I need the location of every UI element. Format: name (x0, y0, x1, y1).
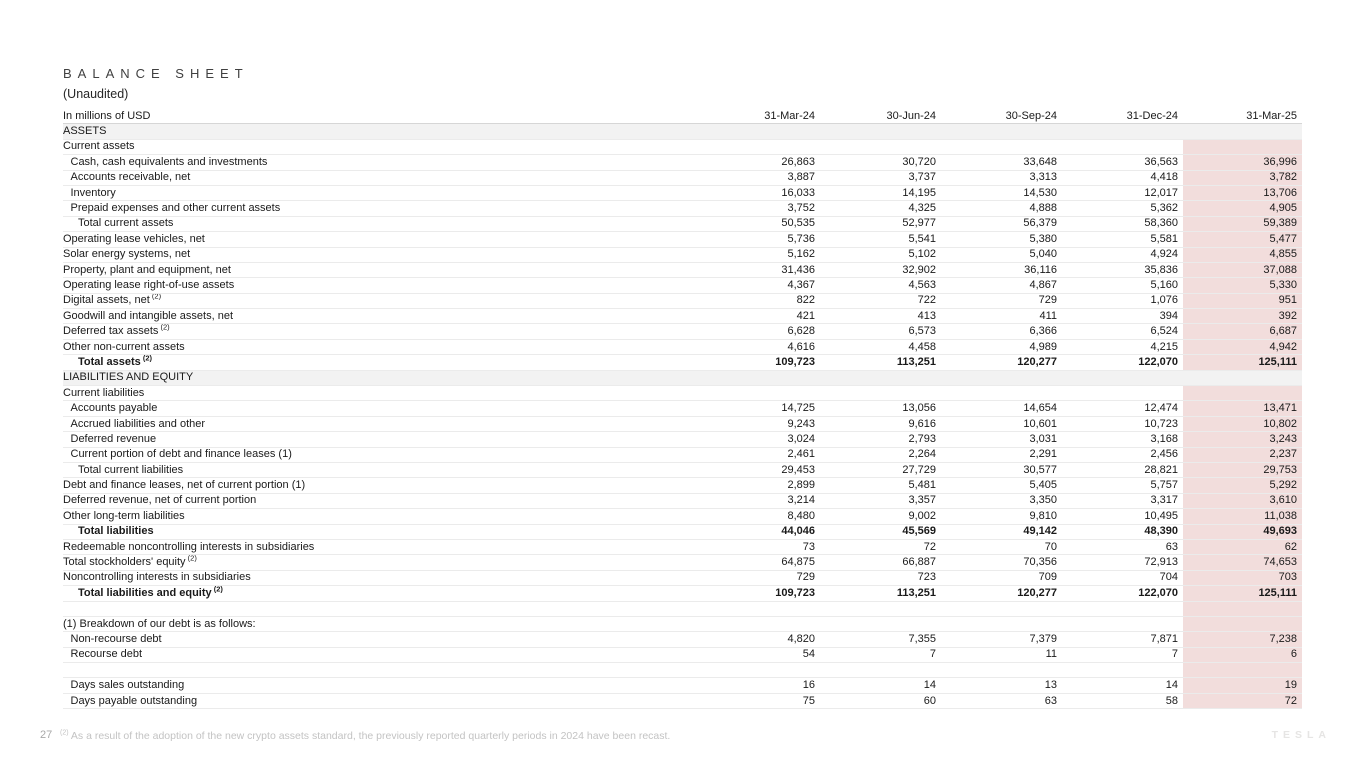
table-row (63, 493, 1302, 508)
cell-value: 32,902 (902, 263, 936, 276)
row-label: Recourse debt (70, 648, 143, 661)
row-label: Total stockholders' equity $^{(2)}$ (63, 554, 197, 569)
cell-value: 125,111 (1183, 355, 1302, 370)
cell-value: 13,056 (902, 402, 936, 415)
cell-value: 3,313 (1029, 171, 1057, 184)
cell-value: 3,243 (1183, 432, 1302, 447)
table-row (63, 386, 1302, 401)
cell-value: 64,875 (781, 556, 815, 569)
table-row (63, 524, 1302, 539)
cell-value (820, 601, 941, 616)
cell-value: 10,495 (1144, 509, 1178, 522)
cell-value: 4,855 (1183, 247, 1302, 262)
row-label: Accrued liabilities and other (70, 417, 206, 430)
cell-value: 5,477 (1183, 232, 1302, 247)
cell-value: 2,793 (908, 432, 936, 445)
cell-value: 8,480 (787, 509, 815, 522)
cell-value: 28,821 (1144, 463, 1178, 476)
cell-value: 73 (802, 540, 815, 553)
row-label: Days sales outstanding (70, 679, 185, 692)
row-label: Current liabilities (63, 386, 145, 399)
table-row (63, 678, 1302, 693)
row-label: Total liabilities (78, 525, 154, 538)
table-row (63, 462, 1302, 477)
cell-value: 5,362 (1150, 202, 1178, 215)
cell-value: 10,802 (1183, 416, 1302, 431)
cell-value: 6,573 (908, 325, 936, 338)
cell-value: 14,654 (1023, 402, 1057, 415)
table-row (63, 232, 1302, 247)
cell-value: 19 (1183, 678, 1302, 693)
cell-value: 33,648 (1023, 155, 1057, 168)
cell-value: 50,535 (781, 217, 815, 230)
cell-value: 3,317 (1150, 494, 1178, 507)
cell-value: 9,810 (1029, 509, 1057, 522)
footnote-marker: (2) (60, 729, 69, 737)
cell-value: 14,725 (781, 402, 815, 415)
row-label: Digital assets, net $^{(2)}$ (63, 293, 162, 307)
page-number: 27 (40, 729, 53, 741)
table-row (63, 447, 1302, 462)
cell-value: 9,002 (908, 509, 936, 522)
cell-value: 5,481 (908, 479, 936, 492)
cell-value: 70 (1044, 540, 1057, 553)
cell-value: 122,070 (1138, 586, 1178, 599)
table-row (63, 293, 1302, 308)
table-row (63, 339, 1302, 354)
table-row (63, 216, 1302, 231)
row-label: Operating lease right-of-use assets (63, 278, 235, 291)
row-label (63, 663, 699, 678)
table-row (63, 478, 1302, 493)
cell-value (1183, 124, 1302, 139)
cell-value: 63 (1044, 694, 1057, 707)
cell-value: 58 (1165, 694, 1178, 707)
row-label: Non-recourse debt (70, 632, 162, 645)
cell-value (1183, 370, 1302, 385)
table-row (63, 416, 1302, 431)
cell-value: 4,458 (908, 340, 936, 353)
column-header-31-Mar-24: 31-Mar-24 (764, 109, 815, 122)
row-label: Other non-current assets (63, 340, 185, 353)
table-row (63, 309, 1302, 324)
cell-value: 12,474 (1144, 402, 1178, 415)
cell-value: 413 (917, 309, 936, 322)
page-title: BALANCE SHEET (63, 66, 249, 81)
table-row (63, 616, 1302, 631)
row-label: Current portion of debt and finance leases (1) (70, 448, 292, 461)
page-subtitle: (Unaudited) (63, 87, 129, 101)
cell-value: 5,040 (1029, 248, 1057, 261)
row-label: Goodwill and intangible assets, net (63, 309, 233, 322)
cell-value: 10,723 (1144, 417, 1178, 430)
cell-value: 120,277 (1017, 586, 1057, 599)
cell-value: 3,031 (1029, 432, 1057, 445)
cell-value: 421 (796, 309, 815, 322)
cell-value: 49,142 (1023, 525, 1057, 538)
row-label: ASSETS (63, 124, 699, 139)
column-header-31-Mar-25: 31-Mar-25 (1246, 109, 1297, 122)
table-row (63, 324, 1302, 339)
column-header-31-Dec-24: 31-Dec-24 (1126, 109, 1178, 122)
cell-value: 822 (796, 294, 815, 307)
cell-value: 27,729 (902, 463, 936, 476)
cell-value: 5,405 (1029, 479, 1057, 492)
cell-value: 3,737 (908, 171, 936, 184)
cell-value: 729 (796, 571, 815, 584)
cell-value (699, 124, 820, 139)
table-row (63, 693, 1302, 708)
cell-value: 13,706 (1183, 185, 1302, 200)
row-label: Total liabilities and equity $^{(2)}$ (78, 585, 223, 599)
cell-value: 13,471 (1183, 401, 1302, 416)
cell-value: 72 (1183, 693, 1302, 708)
table-row (63, 647, 1302, 662)
footnote (60, 730, 670, 742)
cell-value (1183, 663, 1302, 678)
row-label: Prepaid expenses and other current assets (70, 202, 281, 215)
cell-value: 6,687 (1183, 324, 1302, 339)
cell-value: 3,168 (1150, 432, 1178, 445)
cell-value: 14 (1165, 679, 1178, 692)
cell-value: 11,038 (1183, 509, 1302, 524)
row-label: Operating lease vehicles, net (63, 232, 205, 245)
spacer-row (63, 663, 1302, 678)
cell-value (820, 663, 941, 678)
row-label: Current assets (63, 140, 135, 153)
cell-value (820, 124, 941, 139)
cell-value: 36,563 (1144, 155, 1178, 168)
cell-value: 7,355 (908, 632, 936, 645)
cell-value: 56,379 (1023, 217, 1057, 230)
table-header-row (63, 109, 1302, 124)
cell-value: 1,076 (1150, 294, 1178, 307)
cell-value: 6,524 (1150, 325, 1178, 338)
cell-value: 125,111 (1183, 586, 1302, 601)
row-label: Days payable outstanding (70, 694, 198, 707)
cell-value: 7,871 (1150, 632, 1178, 645)
cell-value: 60 (923, 694, 936, 707)
row-label: Deferred revenue, net of current portion (63, 494, 257, 507)
cell-value: 4,215 (1150, 340, 1178, 353)
cell-value: 4,867 (1029, 278, 1057, 291)
cell-value: 4,905 (1183, 201, 1302, 216)
cell-value: 26,863 (781, 155, 815, 168)
table-row (63, 155, 1302, 170)
cell-value: 2,899 (787, 479, 815, 492)
table-row (63, 432, 1302, 447)
cell-value: 4,616 (787, 340, 815, 353)
cell-value: 49,693 (1183, 524, 1302, 539)
column-header-30-Jun-24: 30-Jun-24 (886, 109, 936, 122)
cell-value: 59,389 (1183, 216, 1302, 231)
footnote-ref: (2) (211, 585, 223, 594)
cell-value (1062, 370, 1183, 385)
cell-value: 7 (929, 648, 936, 661)
table-row (63, 355, 1302, 370)
cell-value: 30,720 (902, 155, 936, 168)
cell-value: 4,418 (1150, 171, 1178, 184)
balance-sheet-table (63, 109, 1302, 709)
table-row (63, 262, 1302, 277)
cell-value: 30,577 (1023, 463, 1057, 476)
cell-value: 6,366 (1029, 325, 1057, 338)
table-body (63, 109, 1302, 709)
cell-value (820, 616, 941, 631)
cell-value: 5,757 (1150, 479, 1178, 492)
cell-value: 729 (1038, 294, 1057, 307)
cell-value: 5,162 (787, 248, 815, 261)
cell-value: 122,070 (1138, 355, 1178, 368)
cell-value (699, 616, 820, 631)
cell-value: 12,017 (1144, 186, 1178, 199)
row-label: Accounts receivable, net (70, 171, 191, 184)
cell-value: 74,653 (1183, 555, 1302, 570)
cell-value: 109,723 (775, 586, 815, 599)
table-row (63, 539, 1302, 554)
cell-value: 66,887 (902, 556, 936, 569)
cell-value (1062, 124, 1183, 139)
cell-value: 2,291 (1029, 448, 1057, 461)
row-label: LIABILITIES AND EQUITY (63, 370, 699, 385)
table-row (63, 570, 1302, 585)
cell-value: 14,195 (902, 186, 936, 199)
cell-value: 29,453 (781, 463, 815, 476)
cell-value: 722 (917, 294, 936, 307)
cell-value (699, 370, 820, 385)
row-label (63, 601, 699, 616)
row-label: Redeemable noncontrolling interests in subsidiaries (63, 540, 315, 553)
cell-value: 29,753 (1183, 462, 1302, 477)
cell-value: 5,736 (787, 232, 815, 245)
cell-value: 6 (1183, 647, 1302, 662)
row-label: Total current liabilities (78, 463, 184, 476)
cell-value: 723 (917, 571, 936, 584)
cell-value (1062, 139, 1183, 154)
row-label: Inventory (70, 186, 116, 199)
cell-value: 3,350 (1029, 494, 1057, 507)
cell-value (820, 370, 941, 385)
cell-value (1183, 386, 1302, 401)
cell-value: 75 (802, 694, 815, 707)
table-row (63, 170, 1302, 185)
cell-value: 113,251 (896, 586, 936, 599)
cell-value (1183, 616, 1302, 631)
cell-value: 5,160 (1150, 278, 1178, 291)
row-label: Total assets $^{(2)}$ (78, 354, 153, 368)
cell-value: 4,924 (1150, 248, 1178, 261)
cell-value: 6,628 (787, 325, 815, 338)
table-row (63, 139, 1302, 154)
cell-value: 9,243 (787, 417, 815, 430)
cell-value: 7,379 (1029, 632, 1057, 645)
table-row (63, 401, 1302, 416)
cell-value (1183, 139, 1302, 154)
cell-value: 3,214 (787, 494, 815, 507)
row-label: Debt and finance leases, net of current portion (1) (63, 479, 306, 492)
cell-value (941, 124, 1062, 139)
cell-value: 3,752 (787, 202, 815, 215)
cell-value: 14 (923, 679, 936, 692)
cell-value: 2,461 (787, 448, 815, 461)
cell-value: 63 (1165, 540, 1178, 553)
column-header-30-Sep-24: 30-Sep-24 (1005, 109, 1057, 122)
row-label: Deferred tax assets $^{(2)}$ (63, 323, 170, 338)
cell-value: 411 (1039, 309, 1057, 322)
cell-value: 37,088 (1183, 262, 1302, 277)
footnote-ref: (2) (158, 323, 170, 332)
cell-value: 5,292 (1183, 478, 1302, 493)
footnote-ref: (2) (149, 293, 162, 301)
row-label: Total current assets (78, 217, 174, 230)
cell-value: 951 (1183, 293, 1302, 308)
cell-value: 44,046 (781, 525, 815, 538)
cell-value: 392 (1183, 309, 1302, 324)
cell-value: 7 (1171, 648, 1178, 661)
cell-value (699, 663, 820, 678)
cell-value: 4,563 (908, 278, 936, 291)
cell-value (820, 139, 941, 154)
cell-value: 14,530 (1023, 186, 1057, 199)
cell-value: 7,238 (1183, 632, 1302, 647)
row-label: Solar energy systems, net (63, 248, 191, 261)
cell-value: 4,820 (787, 632, 815, 645)
cell-value: 3,610 (1183, 493, 1302, 508)
row-label: Accounts payable (70, 402, 158, 415)
cell-value (1062, 601, 1183, 616)
section-row (63, 370, 1302, 385)
cell-value: 9,616 (908, 417, 936, 430)
cell-value: 3,357 (908, 494, 936, 507)
cell-value (1062, 386, 1183, 401)
table-row (63, 632, 1302, 647)
cell-value (941, 139, 1062, 154)
footnote-ref: (2) (185, 554, 197, 563)
cell-value (941, 663, 1062, 678)
cell-value: 70,356 (1023, 556, 1057, 569)
cell-value: 10,601 (1023, 417, 1057, 430)
row-label: Noncontrolling interests in subsidiaries (63, 571, 251, 584)
tesla-logo: TESLA (1271, 729, 1331, 741)
cell-value: 5,541 (908, 232, 936, 245)
cell-value (820, 386, 941, 401)
table-row (63, 247, 1302, 262)
cell-value: 31,436 (781, 263, 815, 276)
cell-value (941, 616, 1062, 631)
table-row (63, 185, 1302, 200)
cell-value: 45,569 (902, 525, 936, 538)
cell-value (1062, 663, 1183, 678)
cell-value: 4,325 (908, 202, 936, 215)
cell-value: 16 (802, 679, 815, 692)
cell-value (941, 601, 1062, 616)
cell-value: 72 (923, 540, 936, 553)
cell-value: 120,277 (1017, 355, 1057, 368)
cell-value: 109,723 (775, 355, 815, 368)
cell-value (1183, 601, 1302, 616)
table-row (63, 278, 1302, 293)
cell-value: 58,360 (1144, 217, 1178, 230)
row-label: Property, plant and equipment, net (63, 263, 231, 276)
cell-value: 5,330 (1183, 278, 1302, 293)
row-label: (1) Breakdown of our debt is as follows: (63, 617, 256, 630)
row-label: Deferred revenue (70, 432, 157, 445)
cell-value: 3,782 (1183, 170, 1302, 185)
footnote-ref: (2) (140, 354, 153, 363)
row-label: Cash, cash equivalents and investments (70, 155, 268, 168)
cell-value: 54 (802, 648, 815, 661)
cell-value: 709 (1038, 571, 1057, 584)
cell-value: 394 (1159, 309, 1178, 322)
cell-value (699, 386, 820, 401)
cell-value: 36,116 (1024, 263, 1057, 276)
cell-value (941, 370, 1062, 385)
unit-label: In millions of USD (63, 109, 151, 122)
cell-value: 11 (1045, 648, 1057, 661)
cell-value: 36,996 (1183, 155, 1302, 170)
spacer-row (63, 601, 1302, 616)
table-row (63, 555, 1302, 570)
cell-value: 62 (1183, 539, 1302, 554)
cell-value: 703 (1183, 570, 1302, 585)
cell-value (699, 139, 820, 154)
cell-value: 113,251 (896, 355, 936, 368)
cell-value: 4,989 (1029, 340, 1057, 353)
cell-value: 704 (1159, 571, 1178, 584)
cell-value: 5,581 (1150, 232, 1178, 245)
cell-value: 3,024 (787, 432, 815, 445)
table-row (63, 509, 1302, 524)
cell-value: 5,380 (1029, 232, 1057, 245)
cell-value: 35,836 (1144, 263, 1178, 276)
cell-value: 2,237 (1183, 447, 1302, 462)
footnote-text: As a result of the adoption of the new crypto assets standard, the previously reported quarterly periods in 2024 have been recast. (70, 730, 671, 742)
cell-value (941, 386, 1062, 401)
row-label: Other long-term liabilities (63, 509, 185, 522)
cell-value: 48,390 (1144, 525, 1178, 538)
table-row (63, 201, 1302, 216)
section-row (63, 124, 1302, 139)
cell-value (699, 601, 820, 616)
cell-value: 4,942 (1183, 339, 1302, 354)
table-row (63, 586, 1302, 601)
cell-value: 3,887 (787, 171, 815, 184)
cell-value (1062, 616, 1183, 631)
cell-value: 72,913 (1144, 556, 1178, 569)
cell-value: 16,033 (781, 186, 815, 199)
cell-value: 5,102 (908, 248, 936, 261)
cell-value: 2,264 (908, 448, 936, 461)
cell-value: 2,456 (1150, 448, 1178, 461)
cell-value: 4,367 (787, 278, 815, 291)
cell-value: 4,888 (1029, 202, 1057, 215)
cell-value: 52,977 (902, 217, 936, 230)
cell-value: 13 (1044, 679, 1057, 692)
